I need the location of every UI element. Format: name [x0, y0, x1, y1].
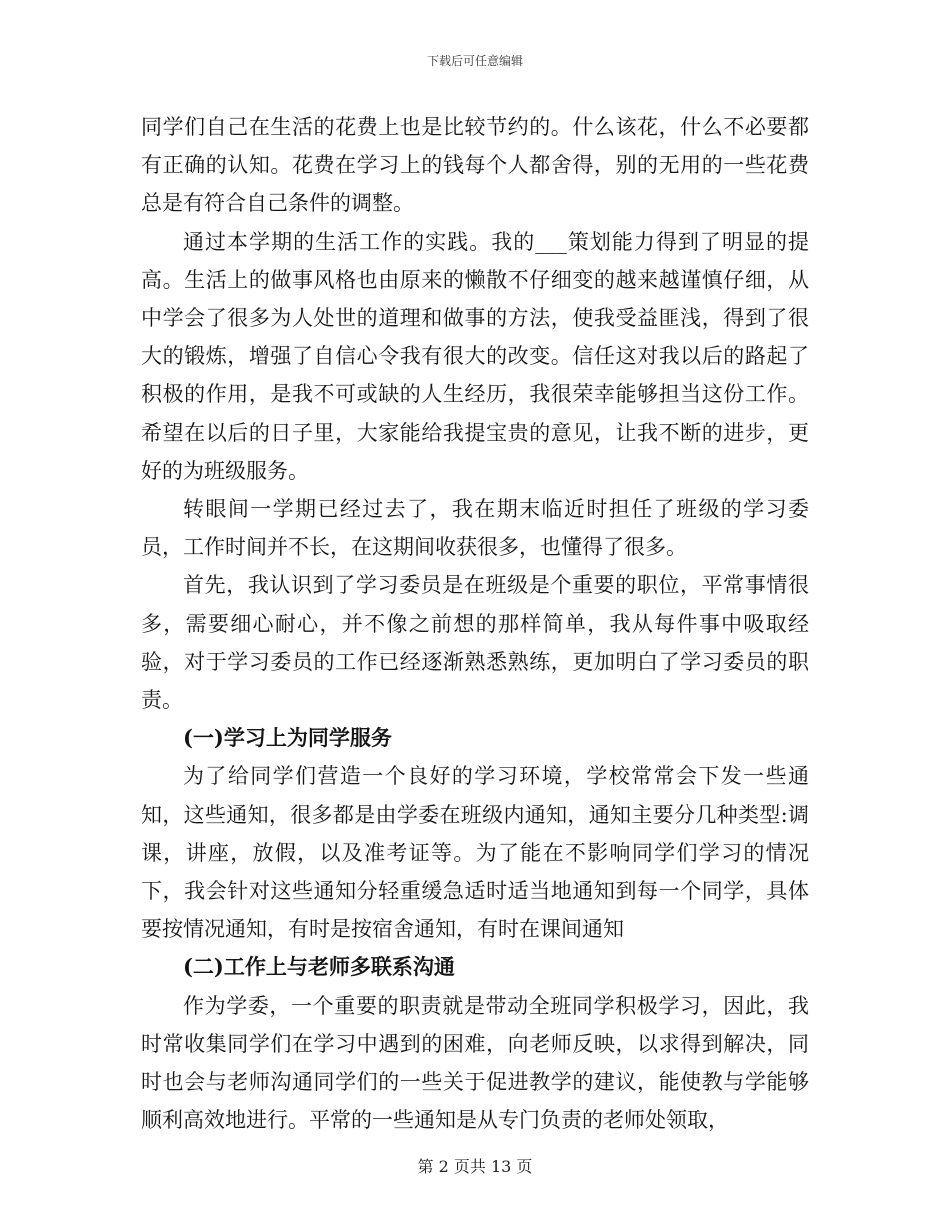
paragraph: 作为学委，一个重要的职责就是带动全班同学积极学习，因此，我时常收集同学们在学习中遇到的困难，向老师反映，以求得到解决，同时也会与老师沟通同学们的一些关于促进教学的建议，能使教与学能够顺利高效地进行。平常的一些通知是从专门负责的老师处领取，: [141, 993, 809, 1133]
page-header: 下载后可任意编辑: [426, 54, 523, 68]
paragraph: 为了给同学们营造一个良好的学习环境，学校常常会下发一些通知，这些通知，很多都是由学委在班级内通知，通知主要分几种类型:调课，讲座，放假，以及准考证等。为了能在不影响同学们学习的情况下，我会针对这些通知分轻重缓急适时适当地通知到每一个同学，具体要按情况通知，有时是按宿舍通知，有时在课间通知: [141, 764, 809, 942]
paragraph: 同学们自己在生活的花费上也是比较节约的。什么该花，什么不必要都有正确的认知。花费在学习上的钱每个人都舍得，别的无用的一些花费总是有符合自己条件的调整。: [141, 115, 809, 216]
document-body: [141, 108, 809, 1139]
paragraph: 首先，我认识到了学习委员是在班级是个重要的职位，平常事情很多，需要细心耐心，并不像之前想的那样简单，我从每件事中吸取经验，对于学习委员的工作已经逐渐熟悉熟练，更加明白了学习委员的职责。: [141, 573, 809, 713]
section-heading: (一)学习上为同学服务: [183, 725, 392, 751]
paragraph: 通过本学期的生活工作的实践。我的___策划能力得到了明显的提高。生活上的做事风格也由原来的懒散不仔细变的越来越谨慎仔细，从中学会了很多为人处世的道理和做事的方法，使我受益匪浅，得到了很大的锻炼，增强了自信心令我有很大的改变。信任这对我以后的路起了积极的作用，是我不可或缺的人生经历，我很荣幸能够担当这份工作。希望在以后的日子里，大家能给我提宝贵的意见，让我不断的进步，更好的为班级服务。: [141, 229, 809, 483]
page-footer: 第 2 页共 13 页: [417, 1157, 533, 1176]
paragraph: 转眼间一学期已经过去了，我在期末临近时担任了班级的学习委员，工作时间并不长，在这期间收获很多，也懂得了很多。: [141, 497, 809, 560]
section-heading: (二)工作上与老师多联系沟通: [183, 954, 455, 980]
